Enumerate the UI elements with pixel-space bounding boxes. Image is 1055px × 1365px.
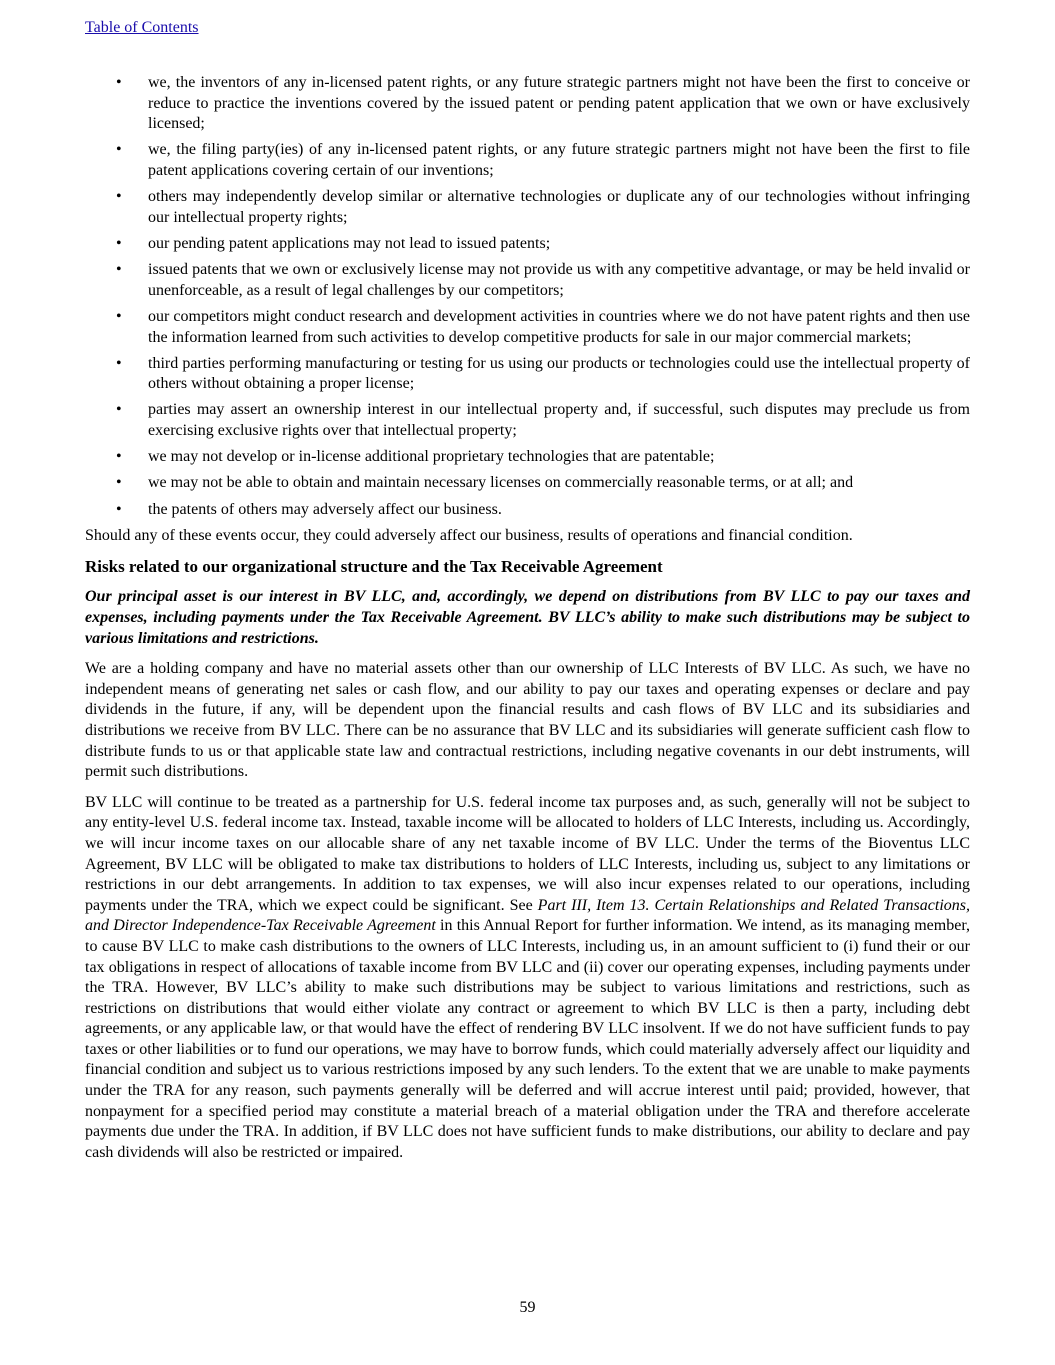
bullet-marker: • (116, 188, 122, 206)
bullet-text: we may not be able to obtain and maintain necessary licenses on commercially reasonable terms, or at all; and (148, 474, 854, 492)
table-of-contents-link[interactable]: Table of Contents (85, 19, 199, 36)
closing-sentence: Should any of these events occur, they could adversely affect our business, results of operations and financial condition. (85, 526, 853, 544)
body-paragraph-2 (85, 793, 970, 1164)
bullet-marker: • (116, 500, 122, 518)
list-item (85, 307, 970, 348)
list-item (85, 260, 970, 301)
bullet-marker: • (116, 448, 122, 466)
bullet-marker: • (116, 74, 122, 91)
section-heading: Risks related to our organizational structure and the Tax Receivable Agreement (85, 557, 663, 577)
bullet-text: issued patents that we own or exclusively license may not provide us with any competitive advantage, or may be held invalid or unenforceable, as a result of legal challenges by our competitors; (148, 261, 970, 299)
bullet-marker: • (116, 234, 122, 252)
list-item (85, 187, 970, 228)
risk-subheading: Our principal asset is our interest in BV LLC, and, accordingly, we depend on distributions from BV LLC to pay our taxes and expenses, including payments under the Tax Receivable Agreement. BV LLC’s ability to make such distributions may be subject to various limitations and restrictions. (85, 588, 970, 647)
bullet-marker: • (116, 401, 122, 419)
list-item (85, 400, 970, 441)
bullet-marker: • (116, 354, 122, 372)
bullet-marker: • (116, 141, 122, 159)
list-item (85, 73, 970, 135)
bullet-text: we, the inventors of any in-licensed patent rights, or any future strategic partners might not have been the first to conceive or reduce to practice the inventions covered by the issued patent or pending patent application that we own or have exclusively licensed; (148, 74, 970, 133)
bullet-marker: • (116, 307, 122, 325)
list-item (85, 140, 970, 181)
list-item (85, 473, 970, 494)
bullet-text: our pending patent applications may not lead to issued patents; (148, 234, 551, 252)
list-item (85, 354, 970, 395)
cross-reference: Part III, Item 13. Certain Relationships and Related Transactions, and Director Independence-Tax Receivable Agreement (85, 896, 970, 935)
bullet-marker: • (116, 261, 122, 279)
paragraph-2-text-b: in this Annual Report for further information. We intend, as its managing member, to cause BV LLC to make cash distributions to the owners of LLC Interests, including us, in an amount sufficient to (i) fund their or our tax obligations in respect of allocations of taxable income from BV LLC and (ii) cover our operating expenses, including payments under the TRA. However, BV LLC’s ability to make such distributions may be subject to various limitations and restrictions, such as restrictions on distributions that would either violate any contract or agreement to which BV LLC is then a party, including debt agreements, or any applicable law, or that would have the effect of rendering BV LLC insolvent. If we do not have sufficient funds to pay taxes or other liabilities or to fund our operations, we may have to borrow funds, which could materially adversely affect our liquidity and financial condition and subject us to various restrictions imposed by any such lenders. To the extent that we are unable to make payments under the TRA for any reason, such payments generally will be deferred and will accrue interest until paid; provided, however, that nonpayment for a specified period may constitute a material breach of a material obligation under the TRA and therefore accelerate payments due under the TRA. In addition, if BV LLC does not have sufficient funds to make distributions, our ability to declare and pay cash dividends will also be restricted or impaired. (85, 917, 971, 1161)
bullet-text: others may independently develop similar or alternative technologies or duplicate any of our technologies without infringing our intellectual property rights; (148, 188, 970, 226)
list-item (85, 447, 970, 468)
bullet-text: third parties performing manufacturing or testing for us using our products or technologies could use the intellectual property of others without obtaining a proper license; (148, 354, 970, 393)
bullet-marker: • (116, 474, 122, 492)
page-number: 59 (519, 1299, 536, 1316)
bullet-text: our competitors might conduct research and development activities in countries where we do not have patent rights and then use the information learned from such activities to develop competitive products for sale in our major commercial markets; (148, 307, 970, 346)
body-paragraph-1: We are a holding company and have no material assets other than our ownership of LLC Interests of BV LLC. As such, we have no independent means of generating net sales or cash flow, and our ability to pay our taxes and operating expenses or declare and pay dividends in the future, if any, will be dependent upon the financial results and cash flows of BV LLC and its subsidiaries and distributions we receive from BV LLC. There can be no assurance that BV LLC and its subsidiaries will generate sufficient cash flow to distribute funds to us or that applicable state law and contractual restrictions, including negative covenants in our debt instruments, will permit such distributions. (85, 660, 970, 781)
list-item (85, 234, 970, 255)
bullet-text: parties may assert an ownership interest in our intellectual property and, if successful, such disputes may preclude us from exercising exclusive rights over that intellectual property; (148, 401, 970, 440)
bullet-text: we may not develop or in-license additional proprietary technologies that are patentable; (148, 448, 715, 466)
bullet-text: we, the filing party(ies) of any in-licensed patent rights, or any future strategic partners might not have been the first to file patent applications covering certain of our inventions; (148, 141, 970, 179)
list-item (85, 500, 970, 521)
paragraph-2-text-a: BV LLC will continue to be treated as a partnership for U.S. federal income tax purposes and, as such, generally will not be subject to any entity-level U.S. federal income tax. Instead, taxable income will be allocated to holders of LLC Interests, including us. Accordingly, we will incur income taxes on our allocable share of any net taxable income of BV LLC. Under the terms of the Bioventus LLC Agreement, BV LLC will be obligated to make tax distributions to holders of LLC Interests, including us, subject to any limitations or restrictions in our debt arrangements. In addition to tax expenses, we will also incur expenses related to our operations, including payments under the TRA, which we expect could be significant. See (85, 793, 970, 914)
page-content (85, 73, 970, 1163)
risk-bullet-list (85, 73, 970, 520)
bullet-text: the patents of others may adversely affect our business. (148, 500, 502, 518)
